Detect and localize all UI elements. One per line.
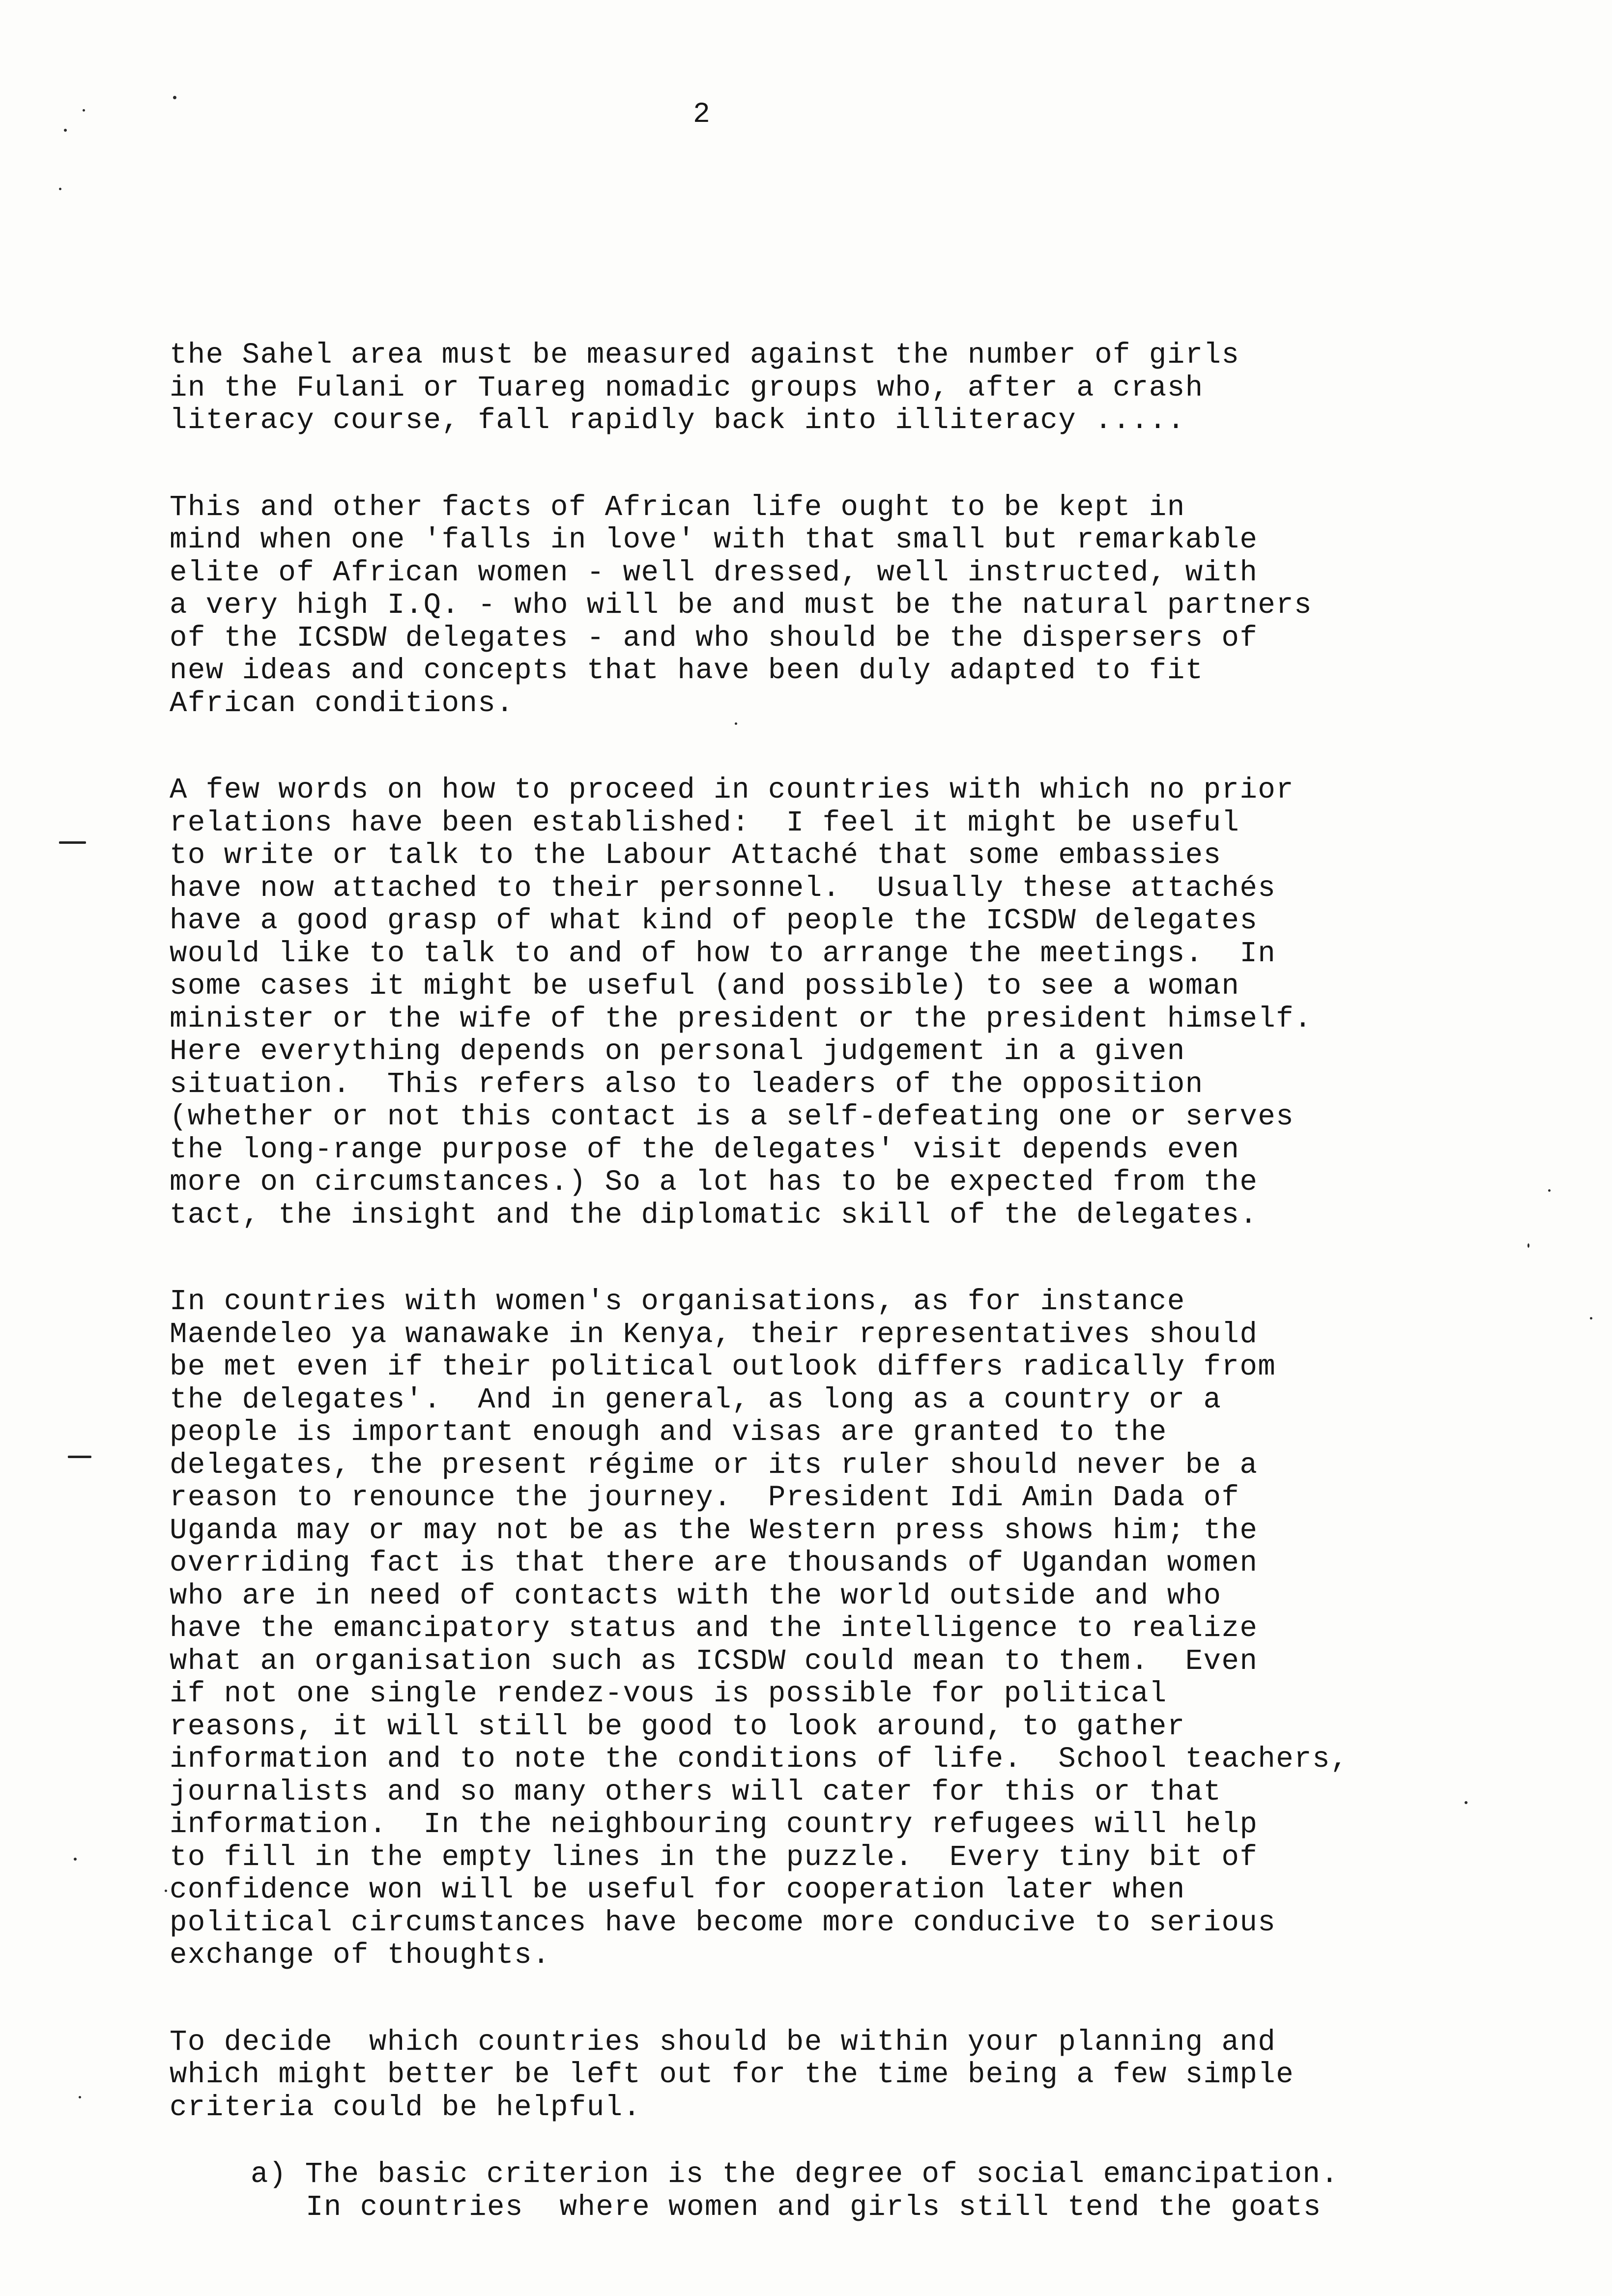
- text-line: to fill in the empty lines in the puzzle. Every tiny bit of: [170, 1840, 1258, 1874]
- text-line: A few words on how to proceed in countries with which no prior: [170, 774, 1295, 806]
- body-text: [170, 339, 1506, 2224]
- text-line: would like to talk to and of how to arrange the meetings. In: [170, 937, 1276, 970]
- text-line: criteria could be helpful.: [170, 2091, 641, 2124]
- margin-mark: [68, 1456, 91, 1458]
- text-line: the Sahel area must be measured against the number of girls: [170, 339, 1240, 372]
- text-line: of the ICSDW delegates - and who should be the dispersers of: [170, 621, 1258, 655]
- text-line: mind when one 'falls in love' with that small but remarkable: [170, 523, 1258, 556]
- text-line: some cases it might be useful (and possible) to see a woman: [170, 970, 1240, 1003]
- text-line: Here everything depends on personal judgement in a given: [170, 1035, 1185, 1068]
- text-line: information. In the neighbouring country refugees will help: [170, 1808, 1258, 1841]
- text-line: new ideas and concepts that have been duly adapted to fit: [170, 654, 1204, 687]
- text-line: minister or the wife of the president or the president himself.: [170, 1002, 1313, 1035]
- scan-speck: [64, 129, 67, 132]
- text-line: (whether or not this contact is a self-defeating one or serves: [170, 1100, 1295, 1133]
- text-line: To decide which countries should be within your planning and: [170, 2025, 1276, 2059]
- text-line: Maendeleo ya wanawake in Kenya, their representatives should: [170, 1318, 1258, 1351]
- text-line: reasons, it will still be good to look around, to gather: [170, 1710, 1185, 1743]
- text-line: a) The basic criterion is the degree of social emancipation.: [251, 2158, 1339, 2191]
- text-line: journalists and so many others will cater for this or that: [170, 1775, 1222, 1808]
- text-line: confidence won will be useful for cooperation later when: [170, 1873, 1185, 1906]
- scan-speck: [165, 1890, 167, 1892]
- text-line: tact, the insight and the diplomatic skill of the delegates.: [170, 1198, 1258, 1232]
- text-line: people is important enough and visas are granted to the: [170, 1416, 1167, 1449]
- text-line: which might better be left out for the time being a few simple: [170, 2058, 1295, 2091]
- text-line: In countries where women and girls still tend the goats: [306, 2190, 1322, 2224]
- paragraph: [170, 774, 1506, 1232]
- scan-speck: [83, 109, 85, 112]
- text-line: more on circumstances.) So a lot has to be expected from the: [170, 1166, 1258, 1199]
- text-line: reason to renounce the journey. President Idi Amin Dada of: [170, 1481, 1240, 1514]
- text-line: Uganda may or may not be as the Western press shows him; the: [170, 1514, 1258, 1547]
- text-line: in the Fulani or Tuareg nomadic groups who, after a crash: [170, 371, 1204, 404]
- text-line: In countries with women's organisations, as for instance: [170, 1285, 1185, 1318]
- scan-speck: [1590, 1317, 1592, 1320]
- text-line: a very high I.Q. - who will be and must be the natural partners: [170, 589, 1313, 622]
- paragraph: [170, 1286, 1506, 1972]
- text-line: exchange of thoughts.: [170, 1939, 551, 1972]
- text-line: situation. This refers also to leaders of the opposition: [170, 1067, 1204, 1101]
- list-item: [251, 2158, 1506, 2224]
- text-line: overriding fact is that there are thousands of Ugandan women: [170, 1547, 1258, 1579]
- paragraph: [170, 491, 1506, 720]
- scan-speck: [1548, 1189, 1551, 1192]
- text-line: who are in need of contacts with the world outside and who: [170, 1579, 1222, 1612]
- scan-speck: [79, 2096, 81, 2098]
- text-line: African conditions.: [170, 687, 515, 720]
- text-line: This and other facts of African life ought to be kept in: [170, 490, 1185, 524]
- page-number: 2: [693, 99, 710, 131]
- text-line: be met even if their political outlook differs radically from: [170, 1350, 1276, 1383]
- scan-speck: [1527, 1243, 1529, 1248]
- text-line: delegates, the present régime or its ruler should never be a: [170, 1448, 1258, 1482]
- scan-speck: [59, 188, 61, 190]
- paragraph: [170, 2026, 1506, 2124]
- margin-mark: [59, 841, 86, 844]
- text-line: information and to note the conditions of life. School teachers,: [170, 1743, 1349, 1776]
- text-line: relations have been established: I feel it might be useful: [170, 806, 1240, 839]
- text-line: the long-range purpose of the delegates' visit depends even: [170, 1133, 1240, 1166]
- scan-speck: [173, 96, 176, 99]
- scan-speck: [74, 1858, 77, 1861]
- text-line: the delegates'. And in general, as long as a country or a: [170, 1383, 1222, 1416]
- text-line: have a good grasp of what kind of people the ICSDW delegates: [170, 904, 1258, 937]
- text-line: what an organisation such as ICSDW could mean to them. Even: [170, 1644, 1258, 1678]
- text-line: elite of African women - well dressed, well instructed, with: [170, 556, 1258, 589]
- text-line: have the emancipatory status and the intelligence to realize: [170, 1612, 1258, 1645]
- text-line: literacy course, fall rapidly back into illiteracy .....: [170, 404, 1185, 437]
- text-line: if not one single rendez-vous is possible for political: [170, 1677, 1167, 1710]
- paragraph: [170, 339, 1506, 437]
- text-line: to write or talk to the Labour Attaché that some embassies: [170, 839, 1222, 872]
- text-line: have now attached to their personnel. Usually these attachés: [170, 871, 1276, 905]
- text-line: political circumstances have become more conducive to serious: [170, 1906, 1276, 1939]
